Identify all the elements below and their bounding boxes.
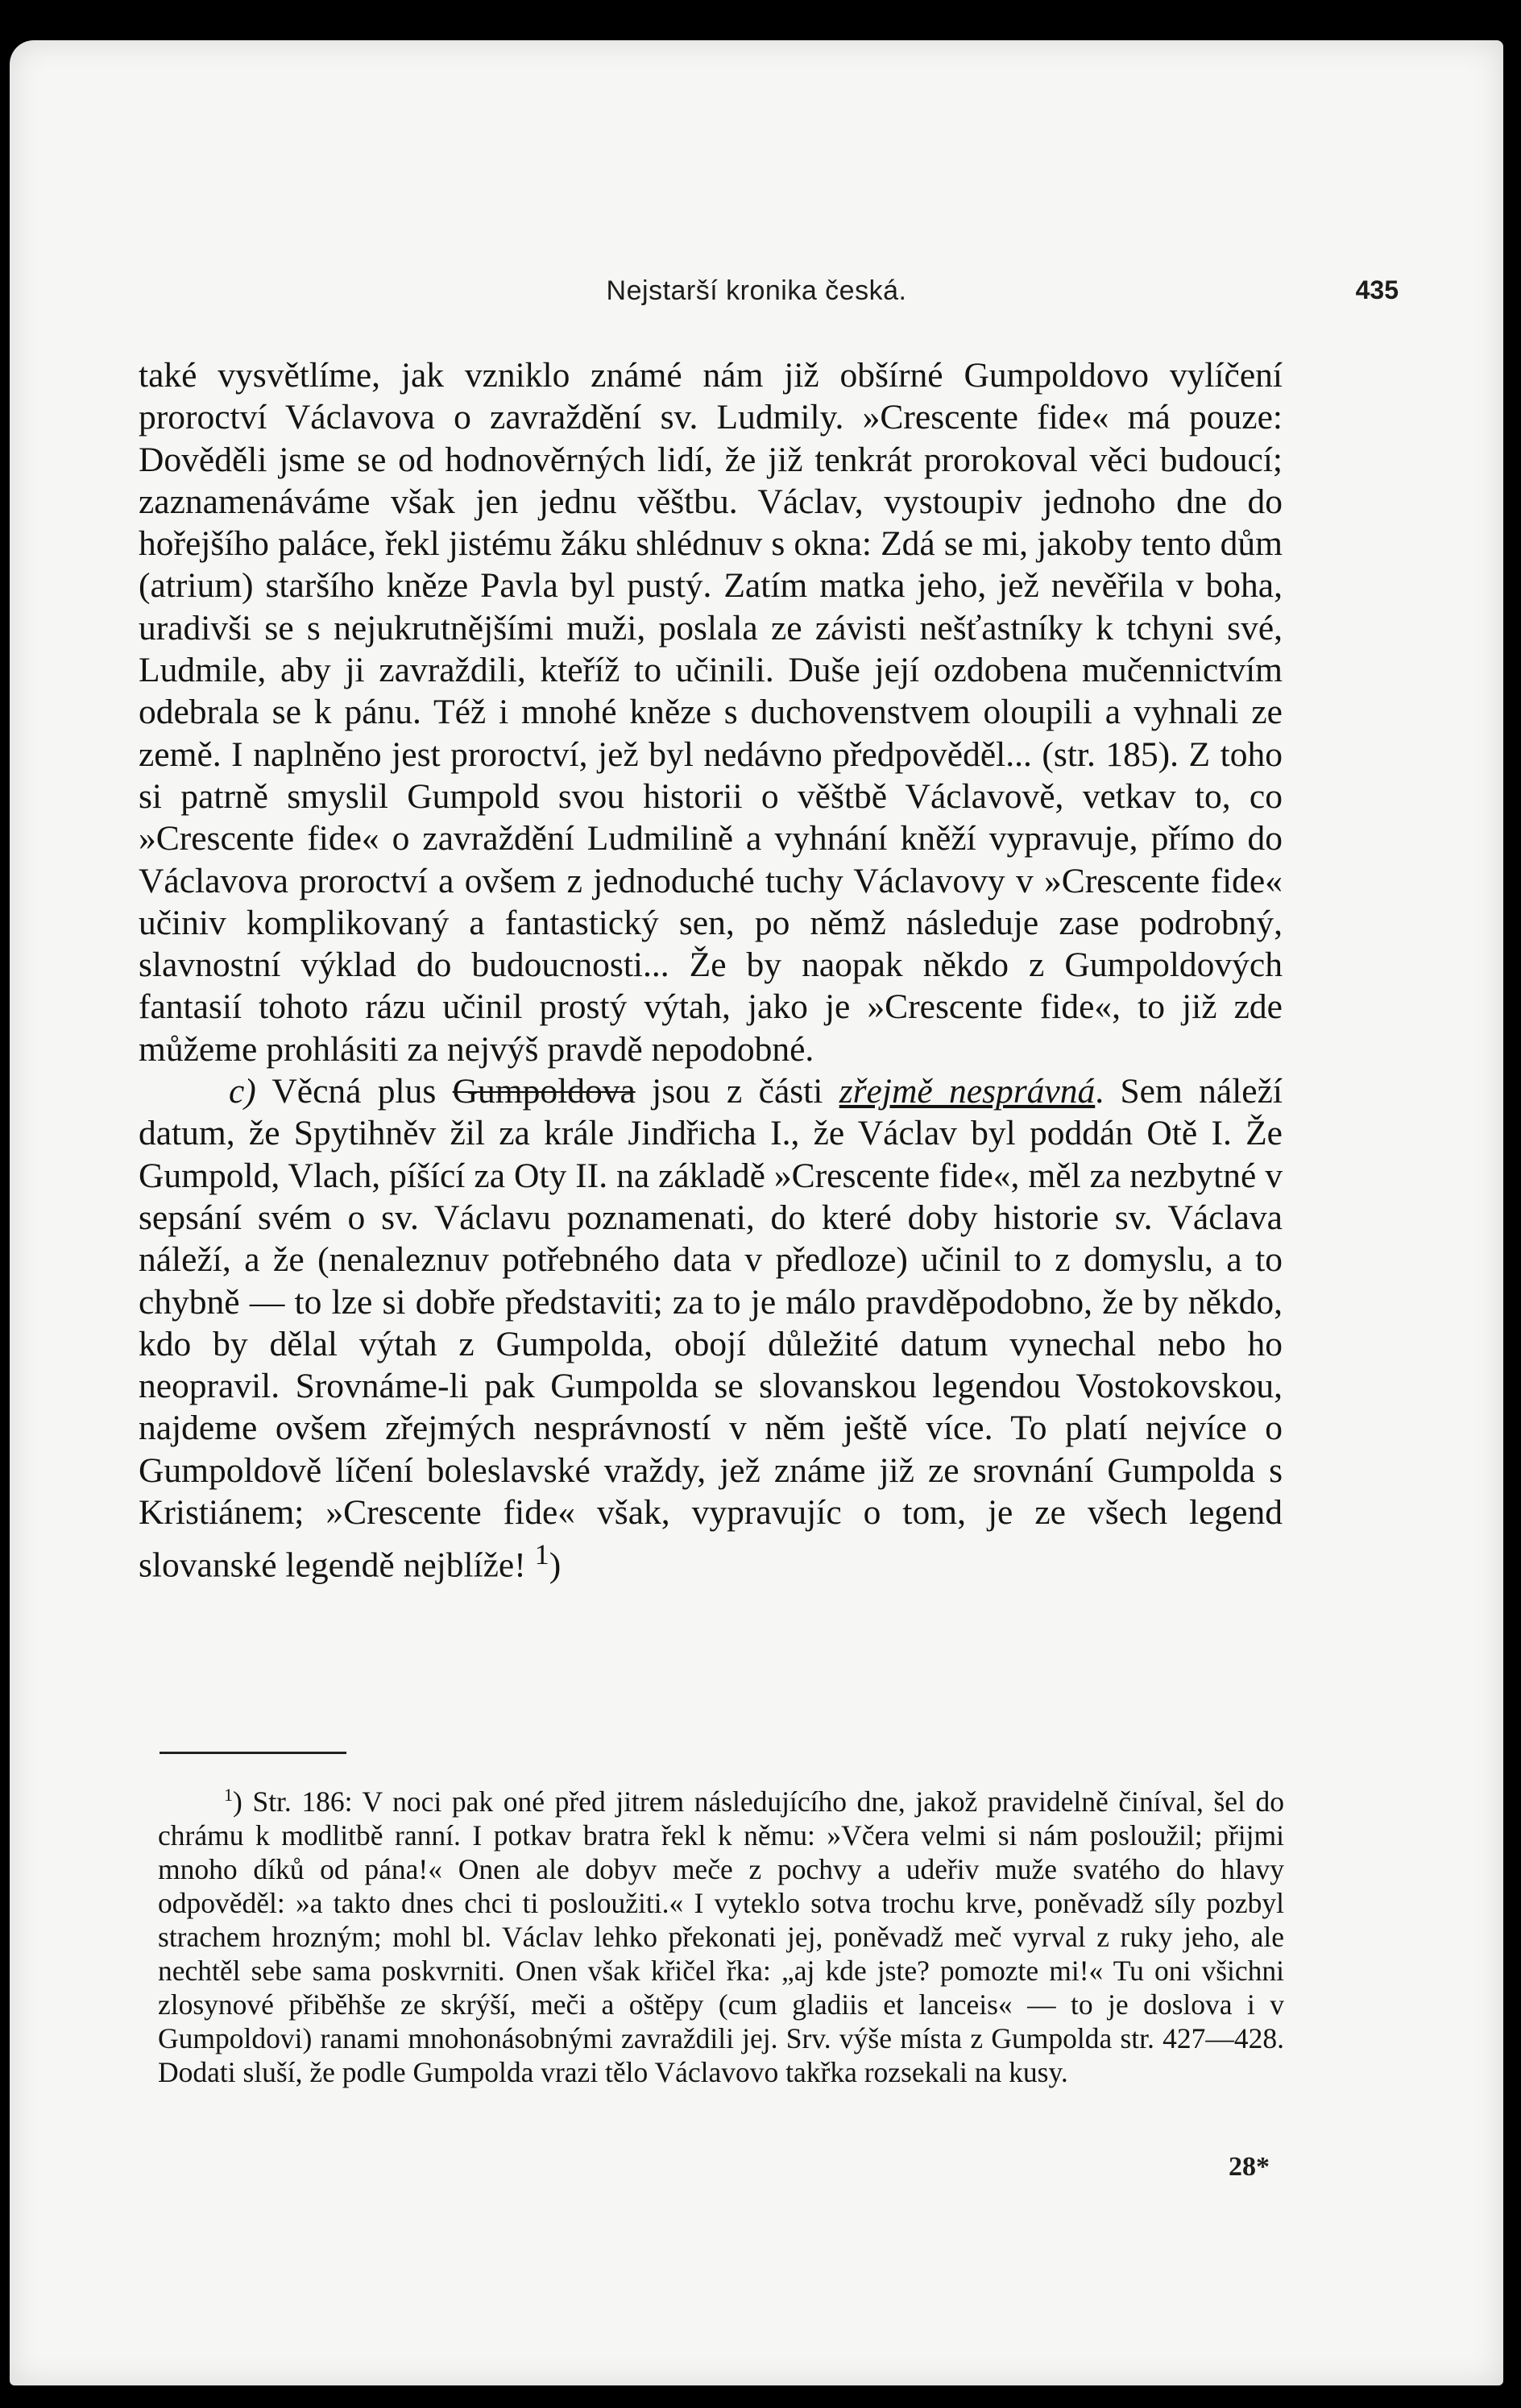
paragraph-1: také vysvětlíme, jak vzniklo známé nám již obšírné Gumpoldovo vylíčení proroctví Václavova o zavraždění sv. Ludmily. »Crescente fide« má pouze: Dověděli jsme se od hodnověrných lidí, že již tenkrát prorokoval věci budoucí; zaznamenáváme však jen jednu věštbu. Václav, vystoupiv jednoho dne do hořejšího paláce, řekl jistému žáku shlédnuv s okna: Zdá se mi, jakoby tento dům (atrium) staršího kněze Pavla byl pustý. Zatím matka jeho, jež nevěřila v boha, uradivši se s nejukrutnějšími muži, poslala ze závisti nešťastníky k tchyni své, Ludmile, aby ji zavraždili, kteříž to učinili. Duše její ozdobena mučennictvím odebrala se k pánu. Též i mnohé kněze s duchovenstvem oloupili a vyhnali ze země. I naplněno jest proroctví, jež byl nedávno předpověděl... (str. 185). Z toho si patrně smyslil Gumpold svou historii o věštbě Václavově, vetkav to, co »Crescente fide« o zavraždění Ludmilině a vyhnání kněží vypravuje, přímo do Václavova proroctví a ovšem z jednoduché tuchy Václavovy v »Crescente fide« učiniv komplikovaný a fantastický sen, po němž následuje zase podrobný, slavnostní výklad do budoucnosti... Že by naopak někdo z Gumpoldových fantasií tohoto rázu učinil prostý výtah, jako je »Crescente fide«, to již zde můžeme prohlásiti za nejvýš pravdě nepodobné. xyxy=(139,356,1283,1069)
paragraph-2-text-b: jsou z části xyxy=(635,1072,839,1111)
main-text xyxy=(139,354,1283,1587)
footnote-separator xyxy=(160,1752,346,1754)
paragraph-2 xyxy=(139,1070,1283,1587)
paragraph-2-text-c: . Sem náleží datum, že Spytihněv žil za krále Jindřicha I., že Václav byl poddán Otě I. Že Gumpold, Vlach, píšící za Oty II. na základě »Crescente fide«, měl za nezbytné v sepsání svém o sv. Václavu poznamenati, do které doby historie sv. Václava náleží, a že (nenaleznuv potřebného data v předloze) učinil to z domyslu, a to chybně — to lze si dobře představiti; za to je málo pravděpodobno, že by někdo, kdo by dělal výtah z Gumpolda, obojí důležité datum vynechal nebo ho neopravil. Srovnáme-li pak Gumpolda se slovanskou legendou Vostokovskou, najdeme ovšem zřejmých nesprávností v něm ještě více. To platí nejvíce o Gumpoldově líčení boleslavské vraždy, jež známe již ze srovnání Gumpolda s Kristiánem; »Crescente fide« však, vypravujíc o tom, je ze všech legend slovanské legendě nejblíže! xyxy=(139,1072,1283,1585)
footnote-number-close: ) xyxy=(233,1785,242,1818)
footnote-1 xyxy=(158,1778,1284,2089)
struck-word: Gumpoldova xyxy=(452,1072,636,1111)
signature-mark: 28* xyxy=(1229,2152,1270,2182)
page-number: 435 xyxy=(1355,275,1399,304)
book-page xyxy=(10,40,1503,2385)
footnote-number: 1 xyxy=(224,1785,233,1805)
footnote-reference-close: ) xyxy=(549,1545,562,1585)
running-title: Nejstarší kronika česká. xyxy=(606,275,907,306)
page-header xyxy=(10,275,1503,324)
footnote-text: Str. 186: V noci pak oné před jitrem následujícího dne, jakož pravidelně činíval, šel do chrámu k modlitbě ranní. I potkav bratra řekl k němu: »Včera velmi si nám posloužil; přijmi mnoho díků od pána!« Onen ale dobyv meče z pochvy a udeřiv muže svatého do hlavy odpověděl: »a takto dnes chci ti posloužiti.« I vyteklo sotva trochu krve, poněvadž síly pozbyl strachem hrozným; mohl bl. Václav lehko překonati jej, poněvadž meč vyrval z ruky jeho, ale nechtěl sebe sama poskvrniti. Onen však křičel řka: „aj kde jste? pomozte mi!« Tu oni všichni zlosynové přiběhše ze skrýší, meči a oštěpy (cum gladiis et lanceis« — to je doslova i v Gumpoldovi) ranami mnohonásobnými zavraždili jej. Srv. výše místa z Gumpolda str. 427—428. Dodati sluší, že podle Gumpolda vrazi tělo Václavovo takřka rozsekali na kusy. xyxy=(158,1785,1284,2088)
paragraph-2-label: c) xyxy=(229,1072,256,1111)
footnote-reference: 1 xyxy=(534,1538,549,1571)
paragraph-2-text-a: Věcná plus xyxy=(255,1072,453,1111)
emphasized-phrase: zřejmě nesprávná xyxy=(839,1072,1096,1111)
footnotes xyxy=(158,1778,1284,2089)
